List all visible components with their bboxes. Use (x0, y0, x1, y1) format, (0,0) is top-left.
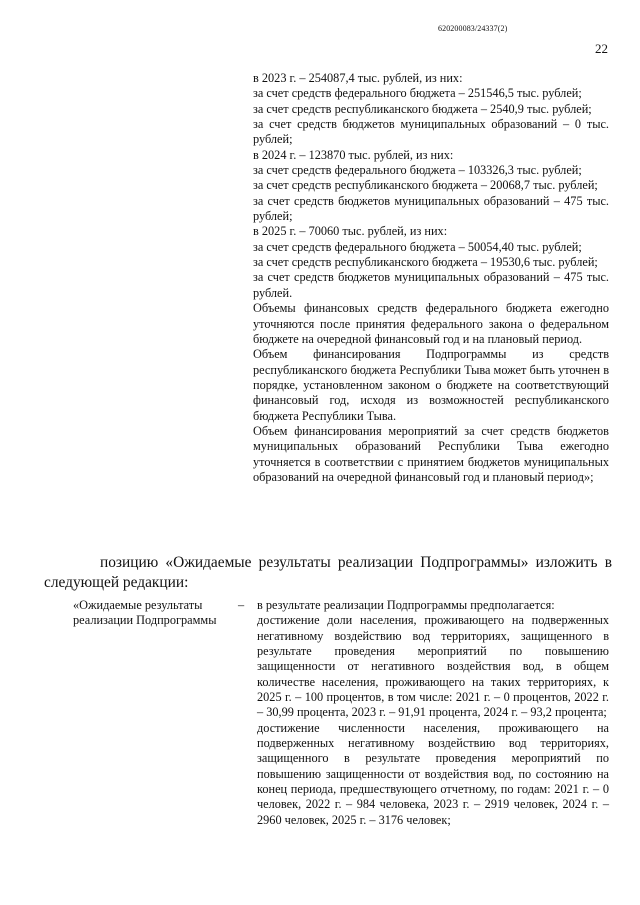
funding-2024-total: в 2024 г. – 123870 тыс. рублей, из них: (253, 147, 454, 162)
funding-2023-municipal: за счет средств бюджетов муниципальных образований – 0 тыс. рублей; (253, 117, 609, 147)
funding-2023-total: в 2023 г. – 254087,4 тыс. рублей, из них: (253, 71, 463, 85)
amendment-instruction: позицию «Ожидаемые результаты реализации Подпрограммы» изложить в следующей редакции: (44, 554, 612, 591)
results-population-indicator: достижение численности населения, проживающего на подверженных негативному воздействию вод территориях, защищенного в результате проведения мероприятий по повышению защищенности от воздействия вод, по состоянию на конец периода, предшествующего отчетному, по годам: 2021 г. – 0 человек, 2022 г. – 984 человека, 2023 г. – 2919 человек, 2024 г. – 2960 человек, 2025 г. – 3176 человек; (257, 720, 609, 827)
results-share-indicator: достижение доли населения, проживающего на подверженных негативному воздействию вод территориях, защищенного в результате проведения мероприятий по повышению защищенности от негативного воздействия вод, в общем количестве населения, проживающего на таких территориях, к 2025 г. – 100 процентов, в том числе: 2021 г. – 0 процентов, 2022 г. – 30,99 процента, 2023 г. – 91,91 процента, 2024 г. – 93,2 процента; (257, 613, 609, 720)
funding-note-federal: Объемы финансовых средств федерального бюджета ежегодно уточняются после принятия федерального закона о федеральном бюджете на очередной финансовый год и на плановый период. (253, 301, 609, 346)
results-intro: в результате реализации Подпрограммы предполагается: (257, 598, 555, 612)
document-code: 620200083/24337(2) (438, 24, 508, 33)
results-label: «Ожидаемые результаты реализации Подпрограммы (73, 598, 217, 628)
funding-2023-republic: за счет средств республиканского бюджета – 2540,9 тыс. рублей; (253, 101, 592, 116)
funding-2024-federal: за счет средств федерального бюджета – 103326,3 тыс. рублей; (253, 163, 582, 178)
funding-2025-republic: за счет средств республиканского бюджета – 19530,6 тыс. рублей; (253, 255, 598, 270)
funding-2025-federal: за счет средств федерального бюджета – 50054,40 тыс. рублей; (253, 239, 582, 254)
funding-2025-municipal: за счет средств бюджетов муниципальных образований – 475 тыс. рублей. (253, 270, 609, 300)
funding-2024-municipal: за счет средств бюджетов муниципальных образований – 475 тыс. рублей; (253, 193, 609, 224)
results-dash: – (238, 598, 245, 612)
funding-2023-federal: за счет средств федерального бюджета – 251546,5 тыс. рублей; (253, 86, 582, 101)
funding-block (253, 71, 609, 485)
funding-note-municipal: Объем финансирования мероприятий за счет средств бюджетов муниципальных образований Республики Тыва ежегодно уточняется в соответствии с принятием бюджетов муниципальных образований на очередной финансовый год и плановый период»; (253, 423, 609, 484)
page-number: 22 (595, 41, 608, 56)
funding-2024-republic: за счет средств республиканского бюджета – 20068,7 тыс. рублей; (253, 178, 598, 193)
results-block (257, 598, 609, 828)
funding-2025-total: в 2025 г. – 70060 тыс. рублей, из них: (253, 224, 448, 239)
funding-note-republic: Объем финансирования Подпрограммы из средств республиканского бюджета Республики Тыва может быть уточнен в порядке, установленном законом о бюджете на соответствующий финансовый год, исходя из возможностей республиканского бюджета Республики Тыва. (253, 347, 609, 423)
